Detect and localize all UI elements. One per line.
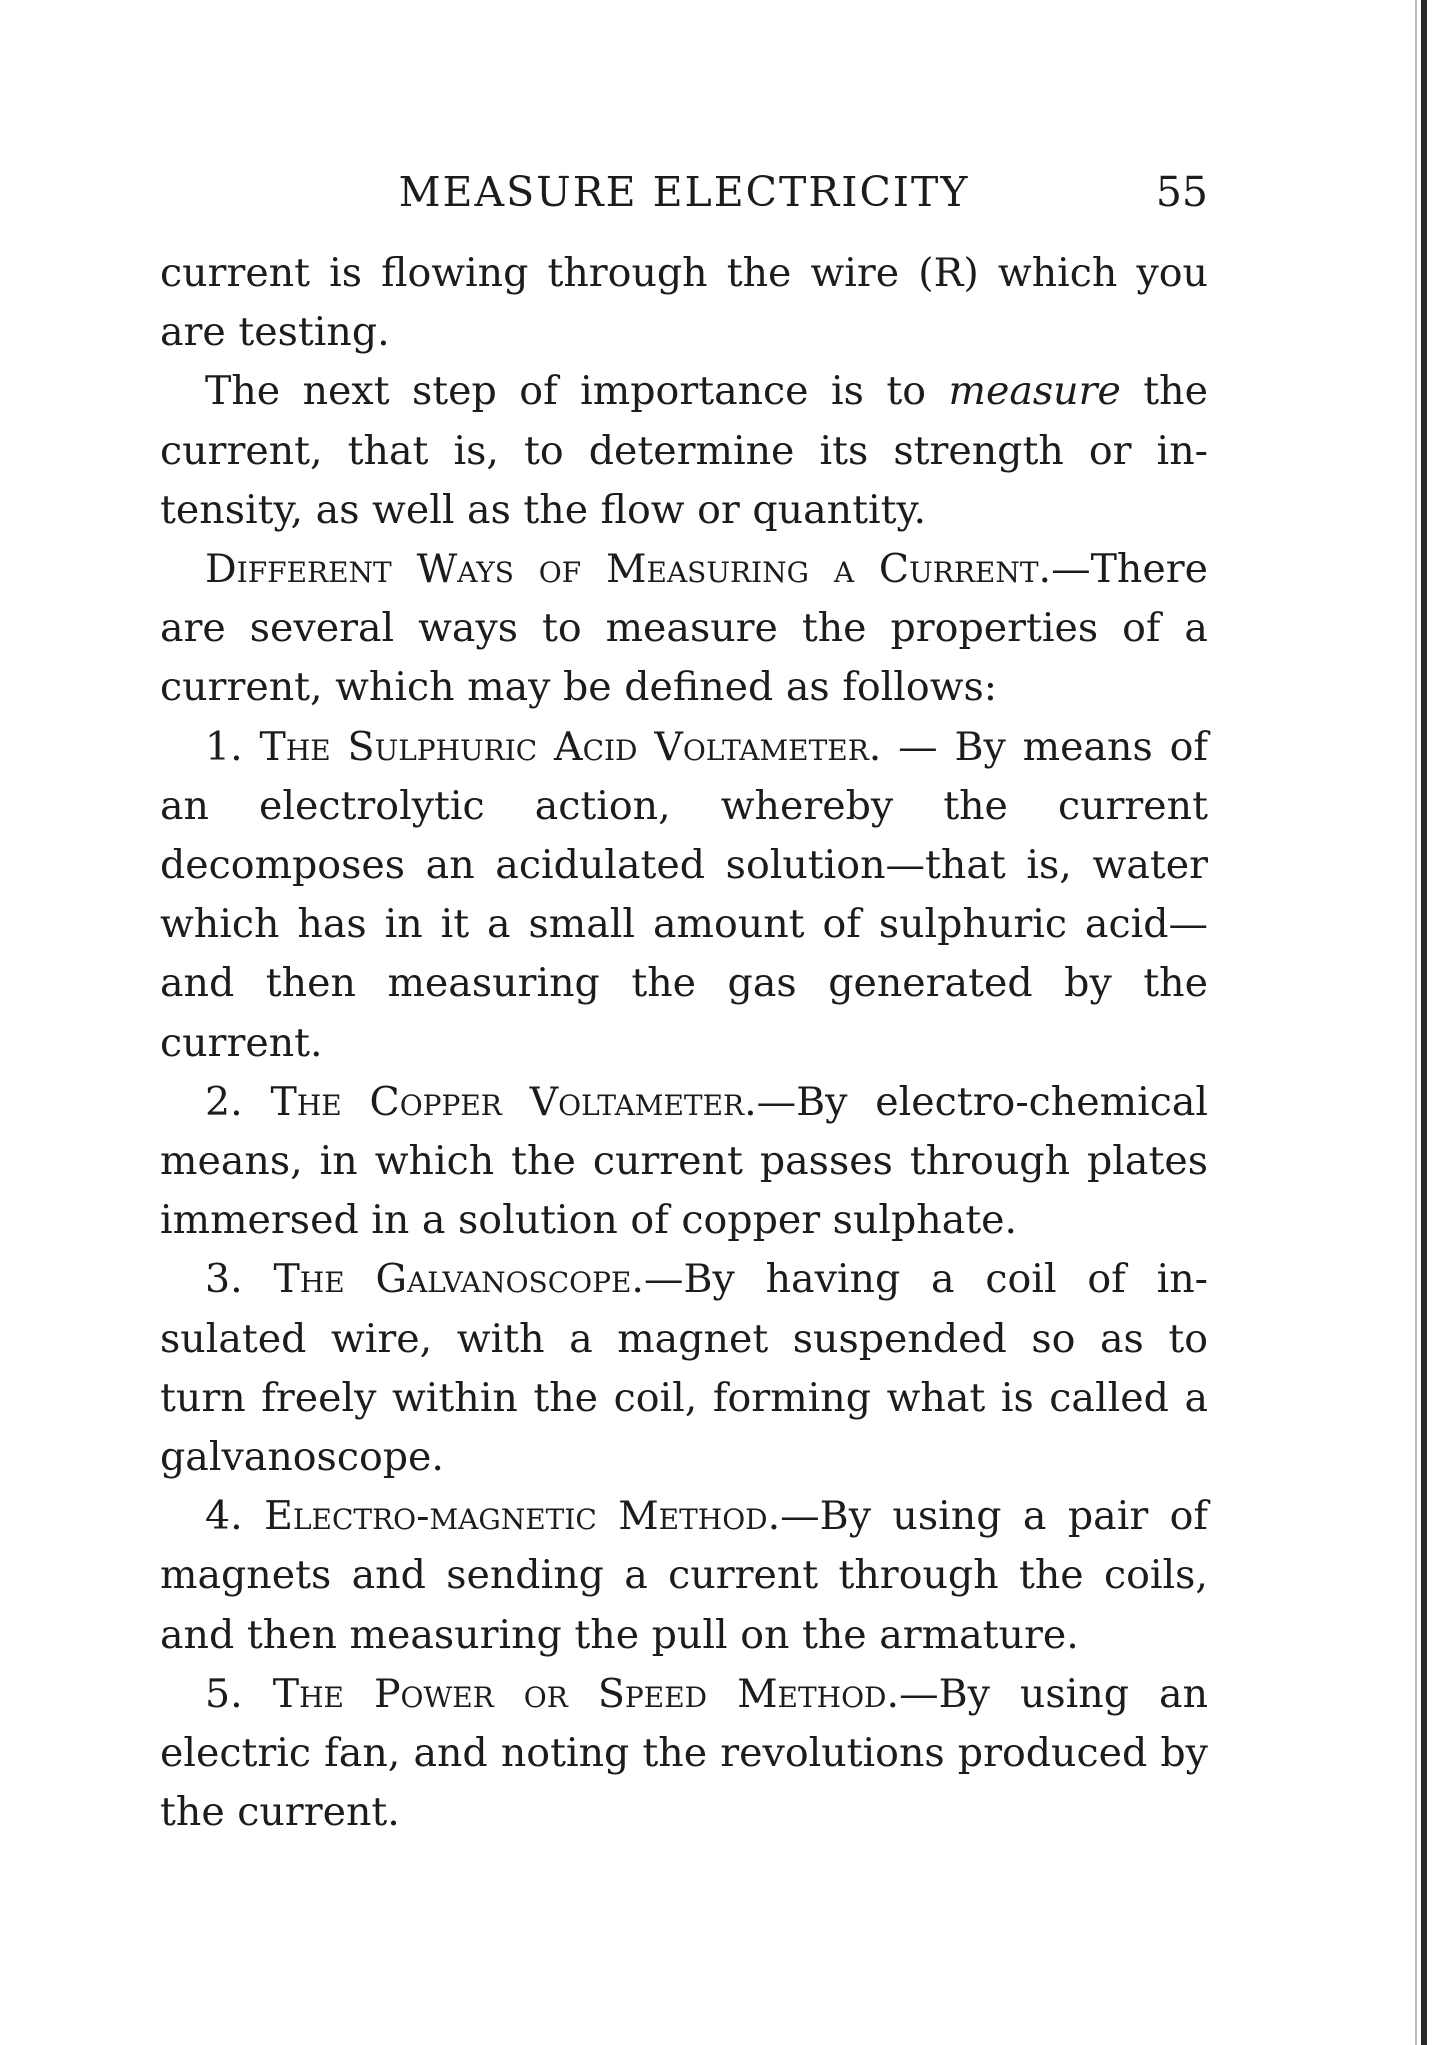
item-number: 5.	[205, 1670, 273, 1717]
item-heading: The Copper Voltameter.	[270, 1078, 757, 1125]
item-number: 1.	[205, 723, 260, 770]
item-heading: The Galvanoscope.	[273, 1256, 644, 1303]
section-heading: Different Ways of Measuring a Current.	[205, 546, 1052, 593]
page-edge	[1421, 0, 1427, 2045]
item-text: —By using a pair of magnets and sending a current through the coils, and then measuring the pull on the armature.	[160, 1493, 1209, 1658]
item-heading: The Sulphuric Acid Voltameter.	[259, 723, 882, 770]
item-text: — By means of an electrolytic action, whereby the current decomposes an acidulated solution—that is, water which has in it a small amount of sulphuric acid—and then measuring the gas generated by the current.	[160, 723, 1208, 1066]
item-text: —By having a coil of insulated wire, with a magnet suspended so as to turn freely within the coil, forming what is called a galvanoscope.	[160, 1256, 1209, 1481]
page-number: 55	[1155, 168, 1208, 216]
paragraph-text: —There are several ways to measure the properties of a current, which may be defined as follows:	[160, 546, 1208, 711]
body-text	[160, 244, 1208, 1842]
item-number: 2.	[205, 1078, 271, 1125]
running-head	[160, 162, 1208, 222]
paragraph-text: the current, that is, to determine its strength or intensity, as well as the flow or quantity.	[160, 368, 1208, 533]
list-item-5	[160, 1665, 1208, 1843]
list-item-4	[160, 1487, 1208, 1665]
item-number: 4.	[205, 1493, 265, 1540]
paragraph-measure	[160, 362, 1208, 540]
list-item-2	[160, 1073, 1208, 1251]
paragraph-different-ways	[160, 540, 1208, 718]
item-text: —By electro-chemical means, in which the current passes through plates immersed in a solution of copper sulphate.	[160, 1078, 1209, 1244]
running-title: MEASURE ELECTRICITY	[398, 168, 970, 216]
item-heading: Electro-magnetic Method.	[264, 1493, 781, 1540]
paragraph-continuation	[160, 244, 1208, 362]
paragraph-text: The next step of importance is to	[205, 368, 949, 415]
list-item-1	[160, 718, 1208, 1073]
paragraph-text: current is flowing through the wire (R) which you are testing.	[160, 250, 1208, 356]
item-number: 3.	[205, 1256, 274, 1303]
item-heading: The Power or Speed Method.	[272, 1670, 900, 1717]
page-edge-shadow	[1415, 0, 1417, 2045]
item-text: —By using an electric fan, and noting the revolutions produced by the current.	[160, 1670, 1209, 1836]
emphasis-measure: measure	[948, 368, 1121, 415]
list-item-3	[160, 1250, 1208, 1487]
